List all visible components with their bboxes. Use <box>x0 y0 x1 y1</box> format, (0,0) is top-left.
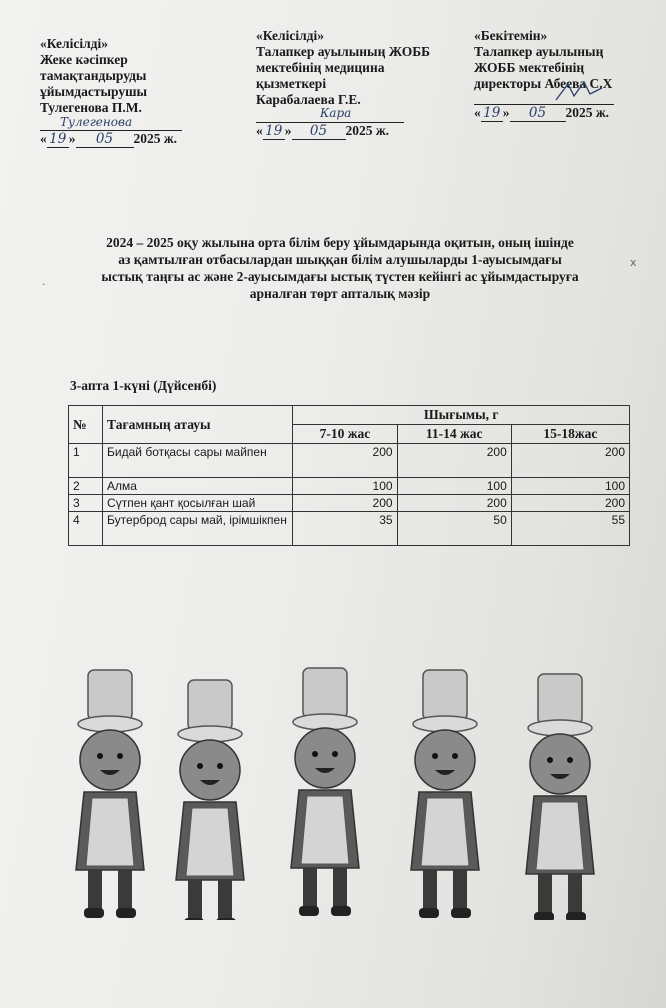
stray-mark: · <box>42 278 46 291</box>
date-month: 05 <box>292 123 346 140</box>
approval-date: « 19 » 05 2025 ж. <box>40 131 178 147</box>
approval-line: мектебінің медицина <box>256 60 385 75</box>
menu-table <box>68 405 630 546</box>
chef-kids-illustration <box>60 650 620 920</box>
approval-heading: «Келісілді» <box>256 28 324 43</box>
row-yield: 100 <box>397 478 511 495</box>
table-header-row <box>69 406 630 425</box>
row-yield: 200 <box>293 495 397 512</box>
approval-heading: «Бекітемін» <box>474 28 548 43</box>
row-no: 2 <box>69 478 103 495</box>
header-no: № <box>69 406 103 444</box>
approval-line: директоры Абеева С.Х <box>474 76 613 91</box>
approval-line: Тулегенова П.М. <box>40 100 142 115</box>
title-line: аз қамтылған отбасылардан шыққан білім алушыларды 1-ауысымдағы <box>118 252 562 267</box>
approval-date: « 19 » 05 2025 ж. <box>474 105 610 121</box>
approval-line: Жеке кәсіпкер <box>40 52 128 67</box>
approval-block-entrepreneur <box>40 36 200 148</box>
row-yield: 200 <box>293 444 397 478</box>
row-yield: 50 <box>397 512 511 546</box>
date-day: 19 <box>481 105 503 122</box>
header-age-group: 11-14 жас <box>397 425 511 444</box>
signature-line <box>256 108 404 123</box>
date-year: 2025 ж. <box>565 105 610 120</box>
signature-line <box>40 116 182 131</box>
row-yield: 100 <box>293 478 397 495</box>
approval-line: Талапкер ауылының ЖОББ <box>256 44 431 59</box>
approval-line: қызметкері <box>256 76 327 91</box>
title-line: арналған төрт апталық мәзір <box>249 286 431 301</box>
approval-block-medic <box>256 28 456 140</box>
date-year: 2025 ж. <box>133 131 178 146</box>
date-day: 19 <box>263 123 285 140</box>
date-year: 2025 ж. <box>345 123 390 138</box>
week-day-label: 3-апта 1-күні (Дүйсенбі) <box>70 378 217 393</box>
row-no: 4 <box>69 512 103 546</box>
header-yield: Шығымы, г <box>293 406 630 425</box>
row-yield: 55 <box>511 512 629 546</box>
document-title <box>60 234 620 302</box>
header-age-group: 7-10 жас <box>293 425 397 444</box>
table-row <box>69 512 630 546</box>
row-yield: 200 <box>397 444 511 478</box>
row-yield: 100 <box>511 478 629 495</box>
row-no: 1 <box>69 444 103 478</box>
row-dish-name: Бутерброд сары май, ірімшікпен <box>103 512 293 546</box>
header-age-group: 15-18жас <box>511 425 629 444</box>
header-dish-name: Тағамның атауы <box>103 406 293 444</box>
table-row <box>69 444 630 478</box>
approval-heading: «Келісілді» <box>40 36 108 51</box>
row-yield: 35 <box>293 512 397 546</box>
title-line: 2024 – 2025 оқу жылына орта білім беру ұйымдарында оқитын, оның ішінде <box>106 235 574 250</box>
stray-mark: x <box>630 256 637 269</box>
approval-line: Талапкер ауылының <box>474 44 604 59</box>
row-dish-name: Бидай ботқасы сары майпен <box>103 444 293 478</box>
signature-line <box>474 92 614 105</box>
signature-scribble <box>554 78 604 104</box>
approval-line: тамақтандыруды <box>40 68 147 83</box>
signature: Тулегенова <box>60 115 133 129</box>
signature: Кара <box>320 106 352 120</box>
date-month: 05 <box>510 105 566 122</box>
approval-date: « 19 » 05 2025 ж. <box>256 123 390 139</box>
row-yield: 200 <box>397 495 511 512</box>
title-line: ыстық таңғы ас және 2-ауысымдағы ыстық түстен кейінгі ас ұйымдастыруға <box>101 269 579 284</box>
table-row <box>69 478 630 495</box>
approval-line: ұйымдастырушы <box>40 84 148 99</box>
row-dish-name: Алма <box>103 478 293 495</box>
row-dish-name: Сүтпен қант қосылған шай <box>103 495 293 512</box>
table-row <box>69 495 630 512</box>
approval-line: ЖОББ мектебінің <box>474 60 585 75</box>
date-day: 19 <box>47 131 69 148</box>
approval-line: Карабалаева Г.Е. <box>256 92 361 107</box>
date-month: 05 <box>76 131 134 148</box>
approval-block-director <box>474 28 644 122</box>
row-yield: 200 <box>511 444 629 478</box>
row-yield: 200 <box>511 495 629 512</box>
row-no: 3 <box>69 495 103 512</box>
